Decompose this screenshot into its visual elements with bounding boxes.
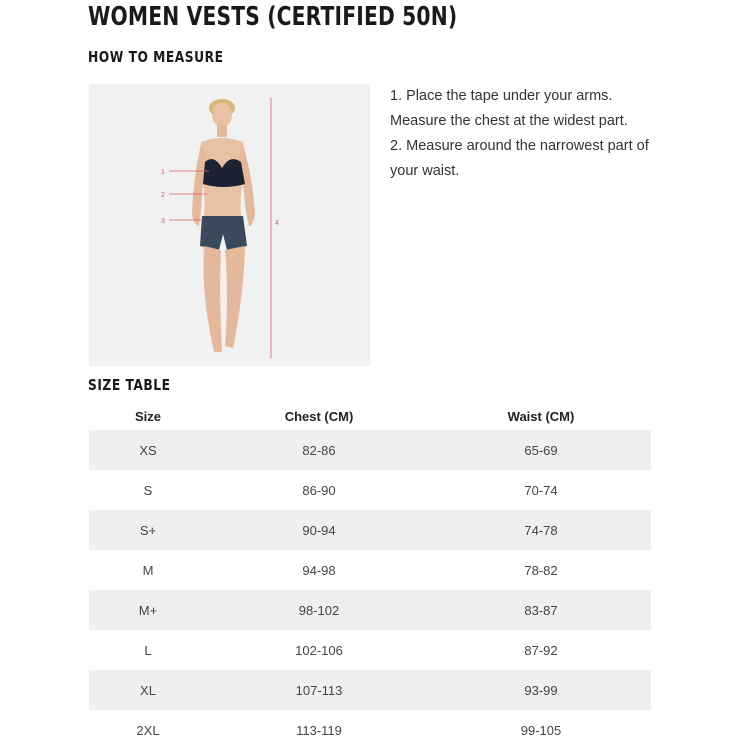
instruction-waist: 2. Measure around the narrowest part of your waist.	[390, 138, 649, 179]
cell-chest: 98-102	[207, 590, 431, 630]
marker-label-2: 2	[161, 192, 165, 199]
cell-size: M	[142, 562, 154, 578]
cell-waist: 83-87	[431, 590, 651, 630]
cell-waist: 65-69	[431, 430, 651, 470]
table-row	[89, 630, 651, 670]
cell-size: 2XL	[136, 722, 160, 738]
table-row	[89, 430, 651, 470]
cell-chest: 90-94	[207, 510, 431, 550]
header-waist: Waist (CM)	[507, 408, 575, 424]
cell-size: L	[144, 642, 152, 658]
cell-chest: 107-113	[207, 670, 431, 710]
cell-waist: 74-78	[431, 510, 651, 550]
header-chest: Chest (CM)	[284, 408, 354, 424]
how-to-measure-heading: HOW TO MEASURE	[88, 48, 224, 66]
page-title: WOMEN VESTS (CERTIFIED 50N)	[88, 2, 458, 32]
cell-size: XL	[89, 670, 207, 710]
cell-size: M+	[89, 590, 207, 630]
cell-size: S	[143, 482, 153, 498]
cell-size: XS	[89, 430, 207, 470]
table-row	[89, 670, 651, 710]
cell-chest: 82-86	[207, 430, 431, 470]
marker-label-3: 3	[161, 218, 165, 225]
table-row	[89, 550, 651, 590]
marker-label-4: 4	[275, 220, 279, 227]
body-measurement-illustration	[89, 84, 370, 366]
cell-waist: 70-74	[524, 482, 558, 498]
table-header-row	[89, 402, 651, 430]
cell-waist: 87-92	[524, 642, 558, 658]
cell-chest: 86-90	[302, 482, 336, 498]
size-table	[89, 402, 651, 750]
cell-chest: 113-119	[296, 722, 342, 738]
table-row	[89, 510, 651, 550]
cell-waist: 93-99	[431, 670, 651, 710]
cell-chest: 102-106	[295, 642, 343, 658]
measurement-figure	[89, 84, 370, 366]
instruction-chest: 1. Place the tape under your arms. Measure the chest at the widest part.	[390, 88, 628, 129]
table-row	[89, 590, 651, 630]
header-size: Size	[134, 408, 161, 424]
cell-chest: 94-98	[302, 562, 336, 578]
size-table-heading: SIZE TABLE	[88, 376, 171, 394]
marker-label-1: 1	[161, 169, 165, 176]
measure-instructions	[390, 84, 650, 184]
cell-waist: 78-82	[524, 562, 558, 578]
cell-waist: 99-105	[520, 722, 562, 738]
cell-size: S+	[89, 510, 207, 550]
table-row	[89, 710, 651, 750]
table-row	[89, 470, 651, 510]
